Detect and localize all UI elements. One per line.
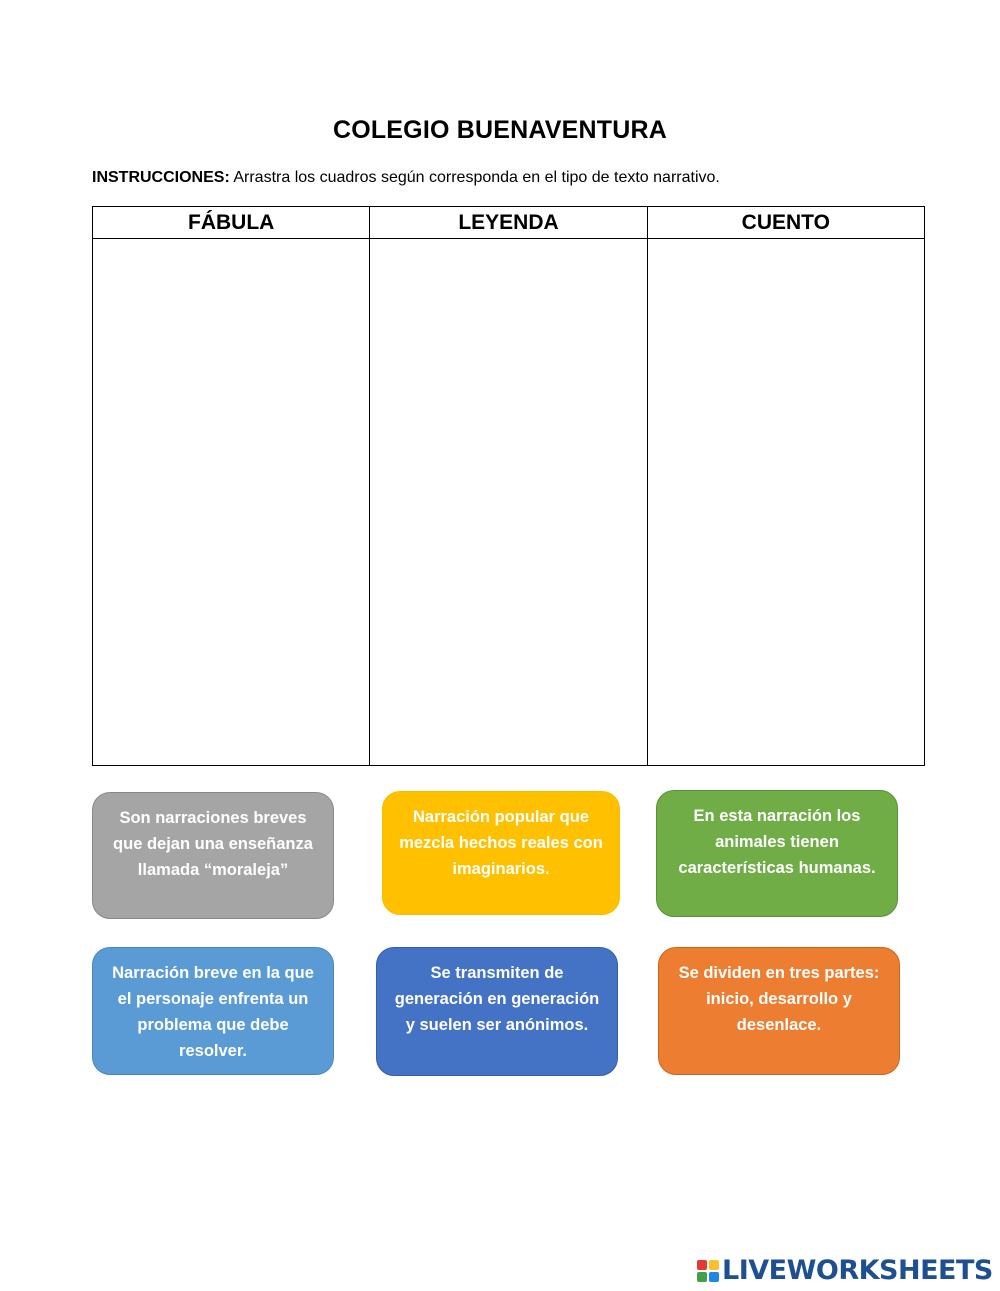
instructions xyxy=(92,169,720,187)
draggable-card-narracion-popular[interactable] xyxy=(382,791,620,915)
page-title: COLEGIO BUENAVENTURA xyxy=(332,116,668,144)
draggable-card-animales[interactable] xyxy=(656,790,898,917)
draggable-card-problema[interactable] xyxy=(92,947,334,1075)
column-header-fabula: FÁBULA xyxy=(93,207,370,239)
card-text: Narración breve en la que el personaje enfrenta un problema que debe resolver. xyxy=(112,964,314,1060)
card-text: En esta narración los animales tienen características humanas. xyxy=(678,807,876,877)
instructions-text: Arrastra los cuadros según corresponda en el tipo de texto narrativo. xyxy=(229,169,720,186)
card-text: Narración popular que mezcla hechos reales con imaginarios. xyxy=(399,808,603,878)
classification-table xyxy=(92,206,925,766)
liveworksheets-logo-icon xyxy=(697,1260,719,1282)
card-text: Son narraciones breves que dejan una enseñanza llamada “moraleja” xyxy=(113,809,313,879)
draggable-card-tres-partes[interactable] xyxy=(658,947,900,1075)
drop-zone-leyenda[interactable] xyxy=(370,239,647,766)
column-header-leyenda: LEYENDA xyxy=(370,207,647,239)
column-header-cuento: CUENTO xyxy=(647,207,924,239)
draggable-card-anonimos[interactable] xyxy=(376,947,618,1076)
instructions-label: INSTRUCCIONES: xyxy=(92,169,230,186)
draggable-card-moraleja[interactable] xyxy=(92,792,334,919)
liveworksheets-logo-text: LIVEWORKSHEETS xyxy=(722,1255,993,1286)
card-text: Se dividen en tres partes: inicio, desarrollo y desenlace. xyxy=(678,964,880,1034)
drop-zone-fabula[interactable] xyxy=(93,239,370,766)
drop-zone-cuento[interactable] xyxy=(647,239,924,766)
card-text: Se transmiten de generación en generación y suelen ser anónimos. xyxy=(394,964,600,1034)
liveworksheets-logo xyxy=(697,1256,993,1286)
